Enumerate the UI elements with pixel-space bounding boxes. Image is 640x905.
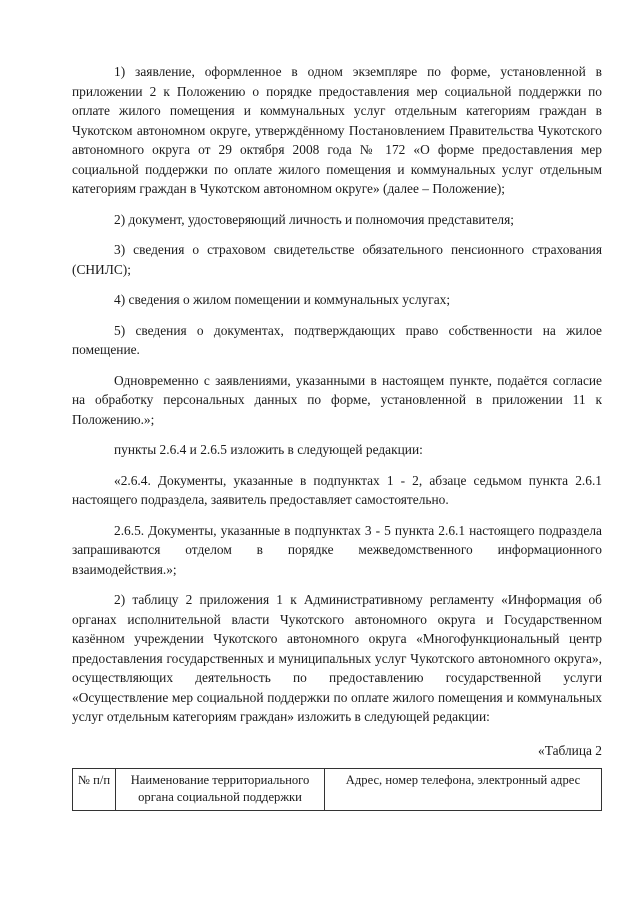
paragraph-item-1: 1) заявление, оформленное в одном экземпляре по форме, установленной в приложении 2 к Положению о порядке предоставления мер социальной поддержки по оплате жилого помещения и коммунальных услуг отдельным категориям граждан в Чукотском автономном округе, утверждённому Постановлением Правительства Чукотского автономного округа от 29 октября 2008 года № 172 «О форме предоставления мер социальной поддержки по оплате жилого помещения и коммунальных услуг отдельным категориям граждан в Чукотском автономном округе» (далее – Положение);: [72, 64, 602, 196]
column-header-address: Адрес, номер телефона, электронный адрес: [325, 769, 602, 811]
paragraph-table-amendment: 2) таблицу 2 приложения 1 к Административному регламенту «Информация об органах исполнительной власти Чукотского автономного округа и Государственном казённом учреждении Чукотского автономного округа «Многофункциональный центр предоставления государственных и муниципальных услуг Чукотского автономного округа», осуществляющих деятельность по предоставлению государственной услуги «Осуществление мер социальной поддержки по оплате жилого помещения и коммунальных услуг отдельным категориям граждан» изложить в следующей редакции:: [72, 592, 602, 724]
paragraph-item-2: 2) документ, удостоверяющий личность и полномочия представителя;: [114, 211, 514, 227]
paragraph-2-6-4: «2.6.4. Документы, указанные в подпунктах 1 - 2, абзаце седьмом пункта 2.6.1 настоящего подраздела, заявитель предоставляет самостоятельно.: [72, 472, 602, 507]
column-header-number: № п/п: [73, 769, 116, 811]
paragraph-item-5: 5) сведения о документах, подтверждающих право собственности на жилое помещение.: [72, 322, 602, 357]
table-header-row: [73, 769, 602, 811]
paragraph-amendment-intro: пункты 2.6.4 и 2.6.5 изложить в следующей редакции:: [114, 442, 423, 457]
info-table: [72, 768, 602, 811]
column-header-organ-name: Наименование территориального органа социальной поддержки: [116, 769, 325, 811]
table-caption: «Таблица 2: [538, 742, 602, 758]
paragraph-item-4: 4) сведения о жилом помещении и коммунальных услугах;: [114, 292, 451, 307]
paragraph-2-6-5: 2.6.5. Документы, указанные в подпунктах 3 - 5 пункта 2.6.1 настоящего подраздела запрашиваются отделом в порядке межведомственного информационного взаимодействия.»;: [72, 522, 602, 577]
paragraph-consent: Одновременно с заявлениями, указанными в настоящем пункте, подаётся согласие на обработку персональных данных по форме, установленной в приложении 11 к Положению.»;: [72, 372, 602, 427]
document-page: [72, 62, 602, 811]
paragraph-item-3: 3) сведения о страховом свидетельстве обязательного пенсионного страхования (СНИЛС);: [72, 242, 602, 277]
